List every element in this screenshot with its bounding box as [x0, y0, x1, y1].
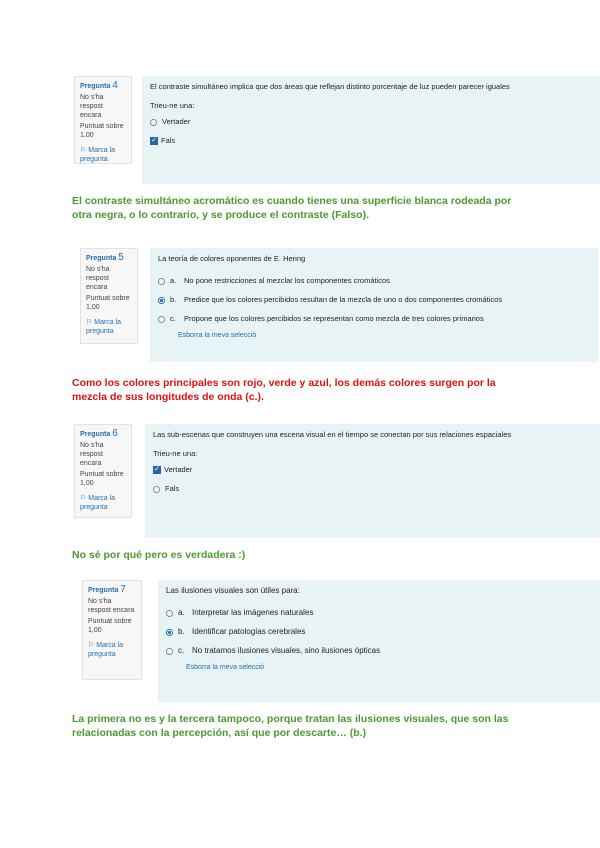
option-a[interactable]: a. Interpretar las imágenes naturales — [166, 608, 592, 618]
option-b[interactable]: b. Identificar patologías cerebrales — [166, 627, 592, 637]
question-4-content — [142, 76, 600, 184]
answer-note-7: La primera no es y la tercera tampoco, porque tratan las ilusiones visuales, que son las relacionadas con la percepción, así que por descarte… (b.) — [72, 713, 509, 739]
question-6-content — [145, 424, 600, 538]
question-5-content — [150, 248, 598, 362]
radio-button[interactable] — [166, 610, 173, 617]
option-c[interactable]: c. Propone que los colores percibidos se representan como mezcla de tres colores primarios — [158, 314, 590, 324]
question-score: Puntuat sobre 1,00 — [86, 295, 130, 311]
question-status: No s'ha respost encara — [80, 442, 104, 467]
radio-button[interactable] — [158, 316, 165, 323]
flag-question-link[interactable]: ⚐ Marca la pregunta — [86, 319, 122, 335]
question-text: Las sub-escenas que construyen una escena visual en el tiempo se conectan por sus relaciones espaciales — [153, 430, 512, 439]
flag-question-link[interactable]: ⚐ Marca la pregunta — [88, 642, 124, 658]
radio-button[interactable] — [153, 486, 160, 493]
question-number: Pregunta 7 — [88, 584, 126, 595]
check-icon: ✓ — [154, 466, 160, 473]
question-score: Puntuat sobre 1,00 — [80, 471, 124, 487]
radio-button[interactable] — [150, 119, 157, 126]
question-text: El contraste simultáneo implica que dos áreas que reflejan distinto porcentaje de luz pueden parecer iguales — [150, 82, 510, 91]
radio-button[interactable] — [158, 278, 165, 285]
question-status: No s'ha respost encara — [80, 94, 104, 119]
question-score: Puntuat sobre 1,00 — [88, 618, 132, 634]
radio-button-selected[interactable] — [158, 297, 165, 304]
choose-one-prompt: Trieu-ne una: — [150, 101, 195, 110]
flag-icon: ⚐ — [88, 642, 95, 649]
flag-icon: ⚐ — [80, 495, 87, 502]
option-fals[interactable]: ✓ Fals — [151, 136, 176, 145]
question-7-info — [82, 580, 142, 680]
option-b[interactable]: b. Predice que los colores percibidos resultan de la mezcla de uno o dos componentes cromáticos — [158, 295, 590, 305]
option-fals[interactable]: Fals — [153, 484, 592, 494]
check-icon: ✓ — [151, 137, 157, 144]
question-score: Puntuat sobre 1,00 — [80, 123, 124, 139]
flag-question-link[interactable]: ⚐ Marca la pregunta — [80, 495, 116, 511]
option-c[interactable]: c. No tratamos ilusiones visuales, sino ilusiones ópticas — [166, 646, 592, 656]
answer-note-5: Como los colores principales son rojo, verde y azul, los demás colores surgen por la mezcla de sus longitudes de onda (c.). — [72, 377, 496, 403]
option-vertader[interactable]: Vertader — [150, 117, 592, 127]
clear-selection-link[interactable]: Esborra la meva selecció — [186, 664, 265, 671]
flag-icon: ⚐ — [86, 319, 93, 326]
choose-one-prompt: Trieu-ne una: — [153, 449, 198, 458]
answer-note-4: El contraste simultáneo acromático es cuando tienes una superficie blanca rodeada por otra negra, o lo contrario, y se produce el contraste (Falso). — [72, 195, 512, 221]
option-vertader[interactable]: ✓ Vertader — [154, 465, 193, 474]
question-5-info — [80, 248, 138, 344]
option-a[interactable]: a. No pone restricciones al mezclar los componentes cromáticos — [158, 276, 590, 286]
question-number: Pregunta 4 — [80, 80, 118, 91]
question-text: Las ilusiones visuales son útiles para: — [166, 586, 300, 595]
question-6-info — [74, 424, 132, 518]
flag-icon: ⚐ — [80, 147, 87, 154]
question-number: Pregunta 6 — [80, 428, 118, 439]
radio-button-selected[interactable] — [166, 629, 173, 636]
question-status: No s'ha respost encara — [86, 266, 110, 291]
flag-question-link[interactable]: ⚐ Marca la pregunta — [80, 147, 116, 163]
question-status: No s'ha respost encara — [88, 598, 135, 614]
clear-selection-link[interactable]: Esborra la meva selecció — [178, 332, 257, 339]
question-text: La teoría de colores oponentes de E. Hering — [158, 254, 306, 263]
question-7-content — [158, 580, 600, 702]
question-4-info — [74, 76, 132, 164]
radio-button[interactable] — [166, 648, 173, 655]
question-number: Pregunta 5 — [86, 252, 124, 263]
answer-note-6: No sé por qué pero es verdadera :) — [72, 549, 246, 561]
